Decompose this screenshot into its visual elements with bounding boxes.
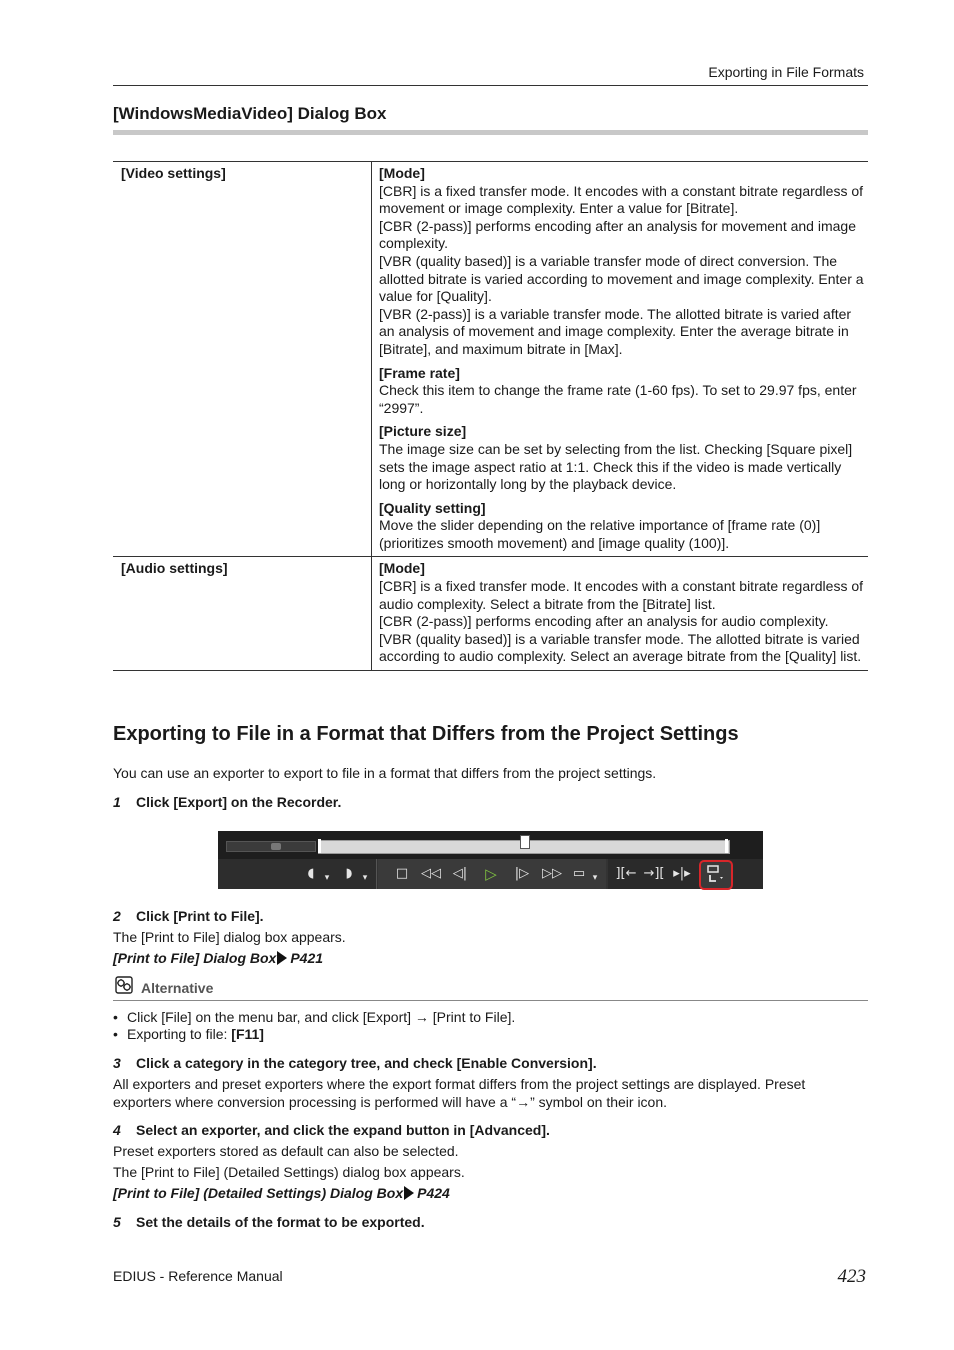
setting-item xyxy=(379,423,864,493)
replace-icon[interactable]: ▸|▸ xyxy=(673,866,691,881)
setting-item-text: [CBR] is a fixed transfer mode. It encodes with a constant bitrate regardless of movement or image complexity. Enter a value for [Bitrate]. xyxy=(379,182,864,217)
overwrite-to-timeline-icon[interactable]: →][ xyxy=(643,866,665,881)
table-row xyxy=(113,162,868,557)
reference-page[interactable]: P424 xyxy=(417,1185,450,1201)
section-title-bar xyxy=(113,130,868,135)
alternative-callout xyxy=(113,976,868,1001)
step-number: 2 xyxy=(113,908,121,924)
setting-item xyxy=(379,365,864,418)
setting-item-text: [VBR (2-pass)] is a variable transfer mode. The allotted bitrate is varied after an analysis of movement and image complexity. Enter the average bitrate in [Bitrate], and maximum bitrate in [Max]. xyxy=(379,305,852,357)
header-rule xyxy=(113,85,868,86)
step-2 xyxy=(113,908,264,924)
arrow-right-icon xyxy=(277,951,287,965)
setting-item xyxy=(379,560,864,666)
reference-title[interactable]: [Print to File] (Detailed Settings) Dialog Box xyxy=(113,1185,404,1201)
setting-description xyxy=(372,162,869,557)
step-4 xyxy=(113,1122,550,1138)
page-number: 423 xyxy=(837,1266,866,1287)
setting-description xyxy=(372,557,869,671)
step-5 xyxy=(113,1214,425,1230)
loop-icon[interactable]: ▭ xyxy=(572,866,586,881)
step-number: 4 xyxy=(113,1122,121,1138)
cross-reference-link[interactable] xyxy=(113,1185,450,1201)
setting-item-text: Move the slider depending on the relative importance of [frame rate (0)] (prioritizes smooth movement) and [image quality (100)]. xyxy=(379,517,821,551)
bullet-dot: • xyxy=(113,1026,118,1042)
step-4-note: Preset exporters stored as default can also be selected. xyxy=(113,1143,459,1159)
step-back-icon[interactable]: ◁| xyxy=(452,866,468,881)
step-number: 5 xyxy=(113,1214,121,1230)
step-forward-icon[interactable]: |▷ xyxy=(514,866,530,881)
shuttle-slider[interactable] xyxy=(226,841,316,852)
export-icon xyxy=(706,865,726,883)
bullet-dot: • xyxy=(113,1009,118,1025)
seek-out-marker xyxy=(725,839,728,853)
export-button[interactable] xyxy=(699,860,733,890)
recorder-mark-group xyxy=(218,859,377,889)
set-in-icon[interactable]: ◖ xyxy=(307,866,315,881)
setting-item-heading: [Mode] xyxy=(379,560,425,577)
bullet-item xyxy=(113,1026,264,1042)
reference-page[interactable]: P421 xyxy=(290,950,324,966)
setting-item-heading: [Frame rate] xyxy=(379,364,460,381)
recorder-edit-group xyxy=(608,859,763,889)
step-1 xyxy=(113,794,341,810)
chevron-down-icon[interactable]: ▾ xyxy=(592,873,598,883)
bullet-text: Click [File] on the menu bar, and click [Export] → [Print to File]. xyxy=(127,1009,516,1025)
fast-forward-icon[interactable]: ▷▷ xyxy=(542,866,562,881)
setting-item-heading: [Picture size] xyxy=(379,423,467,440)
setting-item-heading: [Mode] xyxy=(379,165,425,181)
setting-item-heading: [Quality setting] xyxy=(379,499,486,516)
setting-item-text: [CBR] is a fixed transfer mode. It encodes with a constant bitrate regardless of audio complexity. Select a bitrate from the [Bitrate] list. xyxy=(379,578,864,612)
heading-export-format: Exporting to File in a Format that Differs from the Project Settings xyxy=(113,723,739,745)
chevron-down-icon[interactable]: ▾ xyxy=(362,873,368,883)
set-out-icon[interactable]: ◗ xyxy=(345,866,353,881)
setting-label: [Audio settings] xyxy=(113,557,372,671)
playhead-handle[interactable] xyxy=(520,835,530,849)
step-2-note: The [Print to File] dialog box appears. xyxy=(113,929,346,945)
setting-label: [Video settings] xyxy=(113,162,372,557)
recorder-controls xyxy=(218,859,763,889)
stop-icon[interactable]: □ xyxy=(395,866,409,881)
intro-paragraph: You can use an exporter to export to file in a format that differs from the project settings. xyxy=(113,765,657,781)
step-number: 1 xyxy=(113,794,121,810)
chevron-down-icon[interactable]: ▾ xyxy=(324,873,330,883)
running-head: Exporting in File Formats xyxy=(708,64,864,80)
arrow-right-icon xyxy=(404,1186,414,1200)
step-4-note: The [Print to File] (Detailed Settings) dialog box appears. xyxy=(113,1164,465,1180)
play-icon[interactable]: ▷ xyxy=(485,865,497,883)
step-text: Click a category in the category tree, and check [Enable Conversion]. xyxy=(136,1055,597,1071)
step-3 xyxy=(113,1055,597,1071)
recorder-transport-group xyxy=(378,859,606,889)
setting-item xyxy=(379,165,864,359)
setting-item-text: Check this item to change the frame rate (1-60 fps). To set to 29.97 fps, enter “2997”. xyxy=(379,382,857,416)
step-text: Select an exporter, and click the expand button in [Advanced]. xyxy=(136,1122,550,1138)
setting-item-text: [VBR (quality based)] is a variable transfer mode. The allotted bitrate is varied according to audio complexity. Select an average bitrate from the [Quality] list. xyxy=(379,630,862,665)
cross-reference-link[interactable] xyxy=(113,950,323,966)
setting-item-text: [VBR (quality based)] is a variable transfer mode of direct conversion. The allotted bitrate is varied according to movement and image complexity. Enter a value for [Quality]. xyxy=(379,252,864,305)
step-text: Click [Export] on the Recorder. xyxy=(136,794,342,810)
setting-item-text: [CBR (2-pass)] performs encoding after an analysis for audio complexity. xyxy=(379,613,829,630)
step-number: 3 xyxy=(113,1055,121,1071)
table-row xyxy=(113,557,868,671)
recorder-toolbar xyxy=(218,831,763,889)
alternative-icon xyxy=(115,976,133,994)
shortcut-key: [F11] xyxy=(231,1026,264,1042)
rewind-icon[interactable]: ◁◁ xyxy=(421,866,441,881)
footer-title: EDIUS - Reference Manual xyxy=(113,1268,283,1284)
step-text: Click [Print to File]. xyxy=(136,908,264,924)
reference-title[interactable]: [Print to File] Dialog Box xyxy=(113,950,277,966)
insert-to-timeline-icon[interactable]: ][← xyxy=(615,866,637,881)
setting-item-text: The image size can be set by selecting from the list. Checking [Square pixel] sets the image aspect ratio at 1:1. Check this if the video is made vertically long or horizontally long by the playback device. xyxy=(379,440,853,493)
step-text: Set the details of the format to be exported. xyxy=(136,1214,425,1230)
alternative-label: Alternative xyxy=(141,980,214,996)
bullet-text: Exporting to file: xyxy=(127,1026,232,1042)
setting-item-text: [CBR (2-pass)] performs encoding after an analysis for movement and image complexity. xyxy=(379,217,856,252)
seek-in-marker xyxy=(318,839,321,853)
step-3-note: All exporters and preset exporters where the export format differs from the project settings are displayed. Preset exporters where conversion processing is performed will have a “→” symbol on their icon. xyxy=(113,1076,806,1110)
section-title: [WindowsMediaVideo] Dialog Box xyxy=(113,104,387,123)
bullet-item xyxy=(113,1009,515,1025)
settings-table xyxy=(113,161,868,671)
setting-item xyxy=(379,500,864,553)
recorder-timeline xyxy=(218,831,763,859)
shuttle-knob[interactable] xyxy=(271,843,281,850)
